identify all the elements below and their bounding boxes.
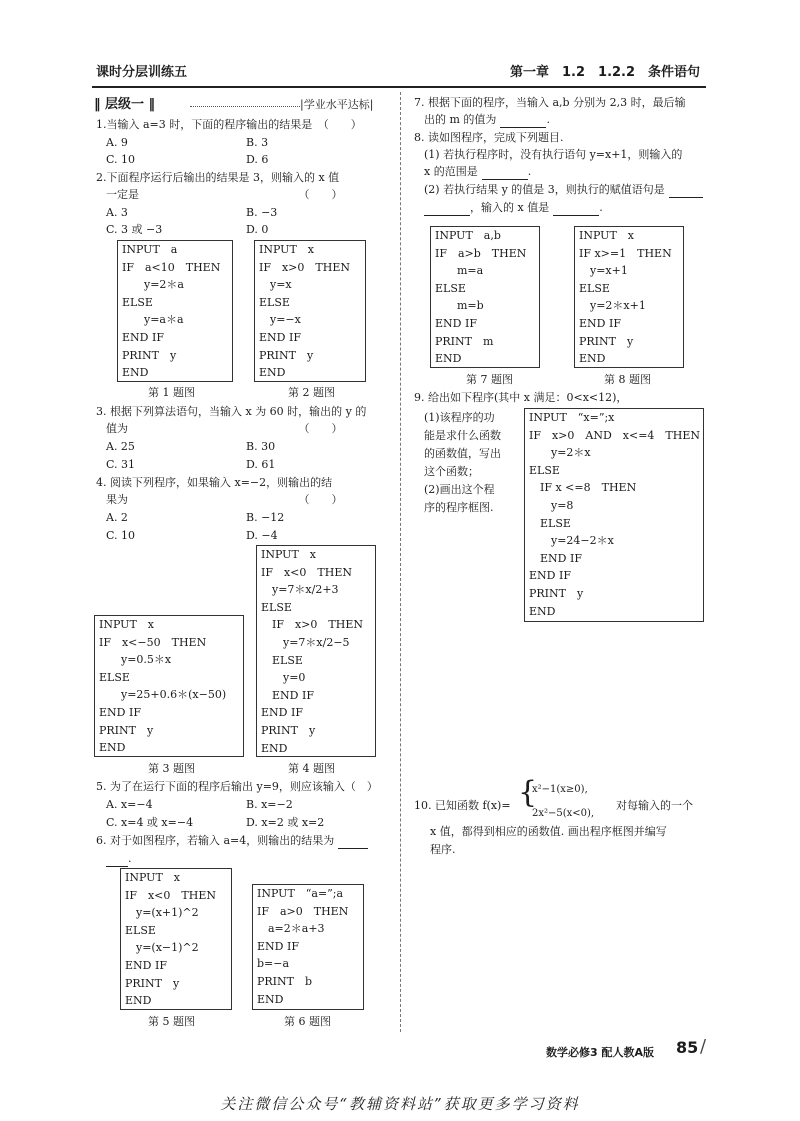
q2-option-a: A. 3: [106, 206, 128, 219]
code-line: END: [579, 352, 606, 366]
q9-stem: 9. 给出如下程序(其中 x 满足：0<x<12)，: [414, 391, 628, 404]
q3-option-d: D. 61: [246, 458, 276, 471]
code-line: END: [261, 741, 288, 755]
code-line: PRINT y: [122, 348, 177, 362]
code-line: END: [125, 994, 152, 1008]
header-right: 第一章 1.2 1.2.2 条件语句: [510, 65, 701, 80]
code-line: ELSE: [579, 281, 610, 295]
program-box-4: [256, 545, 376, 757]
q4-option-a: A. 2: [106, 511, 128, 524]
q7-period: .: [546, 113, 550, 126]
code-line: y=2＊x+1: [579, 299, 646, 313]
code-line: END IF: [99, 705, 141, 719]
code-line: y=25+0.6＊(x−50): [99, 688, 227, 702]
q10-prefix: 10. 已知函数 f(x)=: [414, 799, 511, 812]
q5-option-a: A. x=−4: [106, 798, 153, 811]
code-line: END IF: [261, 688, 314, 702]
code-line: ELSE: [529, 463, 560, 477]
code-line: END: [259, 366, 286, 380]
program-box-6: [252, 884, 364, 1010]
q2-option-c: C. 3 或 −3: [106, 223, 163, 236]
q5-option-d: D. x=2 或 x=2: [246, 816, 325, 829]
program-box-7: [430, 226, 540, 368]
code-line: ELSE: [122, 295, 153, 309]
code-line: END: [435, 352, 462, 366]
code-line: ELSE: [261, 653, 303, 667]
q2-stem-line1: 2.下面程序运行后输出的结果是 3，则输入的 x 值: [96, 171, 340, 184]
footer-book-title: 数学必修3 配人教A版: [546, 1046, 654, 1059]
q10-line3: 程序.: [430, 843, 456, 856]
code-line: y=2＊a: [122, 278, 184, 292]
q4-stem-line2: 果为 （ ）: [106, 493, 343, 506]
code-line: a=2＊a+3: [257, 922, 325, 936]
code-line: IF x<0 THEN: [125, 888, 216, 902]
code-line: INPUT “a=”;a: [257, 887, 344, 900]
code-line: ELSE: [99, 670, 130, 684]
answer-blank: [669, 184, 703, 198]
figure-caption-1: 第 1 题图: [148, 386, 195, 399]
code-line: PRINT y: [99, 723, 154, 737]
q9-text-5: (2)画出这个程: [424, 483, 495, 496]
q3-option-a: A. 25: [106, 440, 135, 453]
code-line: IF x>=1 THEN: [579, 246, 672, 260]
code-line: y=x+1: [579, 264, 628, 278]
level-dots: [190, 106, 300, 107]
code-line: PRINT b: [257, 974, 313, 988]
q7-stem-text: 出的 m 的值为: [424, 113, 497, 126]
q3-option-b: B. 30: [246, 440, 276, 453]
q5-stem: 5. 为了在运行下面的程序后输出 y=9，则应该输入（ ）: [96, 780, 378, 793]
q10-suffix: 对每输入的一个: [616, 799, 693, 812]
q10-case-2: 2x²−5(x<0),: [532, 808, 595, 819]
code-line: ELSE: [435, 281, 466, 295]
q3-stem-line2: 值为 （ ）: [106, 422, 343, 435]
program-box-3: [94, 615, 244, 757]
code-line: IF x<0 THEN: [261, 565, 352, 579]
code-line: PRINT y: [529, 586, 584, 600]
q2-option-b: B. −3: [246, 206, 278, 219]
code-line: INPUT x: [579, 229, 634, 242]
code-line: y=0.5＊x: [99, 653, 172, 667]
q8-part1-line1: (1) 若执行程序时，没有执行语句 y=x+1，则输入的: [424, 148, 683, 161]
code-line: y=a＊a: [122, 313, 184, 327]
code-line: END IF: [257, 939, 299, 953]
q3-stem-line1: 3. 根据下列算法语句，当输入 x 为 60 时，输出的 y 的: [96, 405, 367, 418]
code-line: PRINT y: [125, 976, 180, 990]
q6-stem-line2: [106, 850, 132, 867]
answer-blank: [553, 202, 599, 216]
q8-part2-line1: [424, 181, 703, 198]
q6-period: .: [128, 852, 132, 865]
answer-blank: [424, 202, 470, 216]
q7-stem-line1: 7. 根据下面的程序，当输入 a,b 分别为 2,3 时，最后输: [414, 96, 686, 109]
code-line: y=−x: [259, 313, 301, 327]
q10-line2: x 值，都得到相应的函数值. 画出程序框图并编写: [430, 825, 667, 838]
bottom-note: 关注微信公众号“教辅资料站”获取更多学习资料: [220, 1095, 580, 1113]
code-line: m=b: [435, 299, 484, 313]
q4-option-d: D. −4: [246, 529, 278, 542]
code-line: INPUT a,b: [435, 229, 501, 242]
q4-stem-line1: 4. 阅读下列程序，如果输入 x=−2，则输出的结: [96, 476, 333, 489]
code-line: PRINT y: [261, 723, 316, 737]
code-line: PRINT y: [579, 334, 634, 348]
code-line: b=−a: [257, 957, 290, 971]
page-slash: /: [700, 1036, 707, 1057]
q10-case-1: x²−1(x≥0),: [532, 784, 588, 795]
code-line: y=7＊x/2−5: [261, 635, 350, 649]
code-line: INPUT x: [261, 548, 316, 561]
code-line: END: [529, 604, 556, 618]
q1-option-a: A. 9: [106, 136, 128, 149]
q2-stem-line2: 一定是 （ ）: [106, 188, 343, 201]
q8-period: .: [599, 201, 603, 214]
code-line: IF x>0 THEN: [259, 260, 350, 274]
q8-part2-text2: ，输入的 x 值是: [470, 201, 550, 214]
code-line: IF x <=8 THEN: [529, 481, 637, 495]
answer-blank: [338, 835, 368, 849]
code-line: y=8: [529, 498, 574, 512]
code-line: ELSE: [261, 600, 292, 614]
code-line: INPUT x: [259, 243, 314, 256]
column-divider: [400, 92, 401, 1032]
program-box-2: [254, 240, 366, 382]
q8-stem: 8. 读如图程序，完成下列题目.: [414, 131, 564, 144]
code-line: INPUT x: [99, 618, 154, 631]
q8-part2-text: (2) 若执行结果 y 的值是 3，则执行的赋值语句是: [424, 183, 665, 196]
code-line: INPUT a: [122, 243, 178, 256]
figure-caption-2: 第 2 题图: [288, 386, 335, 399]
program-box-9: [524, 408, 704, 622]
code-line: IF a>b THEN: [435, 246, 527, 260]
q7-stem-line2: [424, 111, 550, 128]
q3-option-c: C. 31: [106, 458, 136, 471]
code-line: END: [99, 741, 126, 755]
q6-stem: [96, 832, 368, 849]
code-line: IF a<10 THEN: [122, 260, 221, 274]
level-label: ‖ 层级一 ‖: [94, 97, 156, 112]
code-line: END IF: [259, 330, 301, 344]
page-number: 85: [676, 1038, 699, 1057]
code-line: y=(x+1)^2: [125, 906, 199, 920]
q9-text-6: 序的程序框图.: [424, 501, 494, 514]
code-line: END IF: [435, 316, 477, 330]
q1-option-b: B. 3: [246, 136, 269, 149]
code-line: INPUT “x=”;x: [529, 411, 615, 424]
code-line: IF x>0 THEN: [261, 618, 363, 632]
header-rule: [92, 86, 706, 88]
code-line: IF a>0 THEN: [257, 904, 349, 918]
code-line: ELSE: [125, 923, 156, 937]
code-line: ELSE: [259, 295, 290, 309]
answer-blank: [482, 166, 528, 180]
code-line: END: [257, 992, 284, 1006]
code-line: y=(x−1)^2: [125, 941, 199, 955]
figure-caption-5: 第 5 题图: [148, 1015, 195, 1028]
q9-text-4: 这个函数；: [424, 465, 479, 478]
code-line: END IF: [122, 330, 164, 344]
code-line: END IF: [529, 569, 571, 583]
answer-blank: [106, 853, 128, 867]
code-line: y=2＊x: [529, 446, 591, 460]
code-line: PRINT m: [435, 334, 494, 348]
q6-stem-text: 6. 对于如图程序，若输入 a=4，则输出的结果为: [96, 834, 335, 847]
q8-part1-line2: [424, 163, 531, 180]
answer-blank: [500, 114, 546, 128]
q4-option-b: B. −12: [246, 511, 285, 524]
code-line: y=x: [259, 278, 292, 292]
figure-caption-3: 第 3 题图: [148, 762, 195, 775]
q9-text-1: (1)该程序的功: [424, 411, 495, 424]
q2-option-d: D. 0: [246, 223, 269, 236]
header-left: 课时分层训练五: [96, 65, 188, 80]
code-line: IF x<−50 THEN: [99, 635, 207, 649]
q10-brace: {: [518, 775, 538, 810]
q1-option-d: D. 6: [246, 153, 269, 166]
program-box-1: [117, 240, 233, 382]
figure-caption-6: 第 6 题图: [284, 1015, 331, 1028]
code-line: END IF: [529, 551, 582, 565]
q8-period: .: [527, 165, 532, 178]
code-line: END IF: [261, 706, 303, 720]
code-line: PRINT y: [259, 348, 314, 362]
q8-part1-text: x 的范围是: [424, 165, 478, 178]
program-box-8: [574, 226, 684, 368]
figure-caption-8: 第 8 题图: [604, 373, 651, 386]
figure-caption-4: 第 4 题图: [288, 762, 335, 775]
q5-option-c: C. x=4 或 x=−4: [106, 816, 194, 829]
code-line: INPUT x: [125, 871, 180, 884]
code-line: END IF: [125, 958, 167, 972]
q8-part2-line2: [424, 199, 603, 216]
code-line: IF x>0 AND x<=4 THEN: [529, 428, 701, 442]
q1-stem: 1.当输入 a=3 时，下面的程序输出的结果是 （ ）: [96, 118, 362, 131]
code-line: y=24−2＊x: [529, 534, 614, 548]
program-box-5: [120, 868, 232, 1010]
q9-text-2: 能是求什么函数: [424, 429, 501, 442]
code-line: y=0: [261, 671, 306, 685]
code-line: END: [122, 366, 149, 380]
code-line: m=a: [435, 264, 484, 278]
q9-text-3: 的函数值，写出: [424, 447, 501, 460]
level-tag: |学业水平达标|: [300, 98, 374, 111]
code-line: END IF: [579, 316, 621, 330]
q4-option-c: C. 10: [106, 529, 136, 542]
q5-option-b: B. x=−2: [246, 798, 293, 811]
figure-caption-7: 第 7 题图: [466, 373, 513, 386]
code-line: y=7＊x/2+3: [261, 583, 339, 597]
q1-option-c: C. 10: [106, 153, 136, 166]
code-line: ELSE: [529, 516, 571, 530]
